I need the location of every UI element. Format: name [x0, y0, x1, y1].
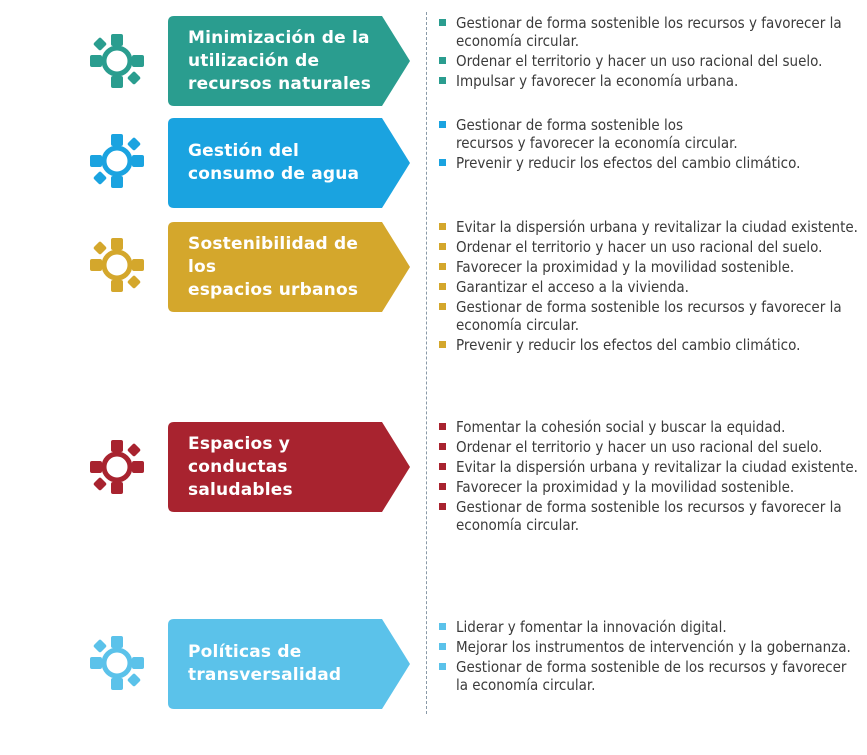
list-item: Ordenar el territorio y hacer un uso racional del suelo.	[438, 52, 858, 70]
section-bullet-list	[438, 618, 858, 696]
section-title: Minimización de la utilización de recursos naturales	[188, 27, 372, 94]
list-item: Impulsar y favorecer la economía urbana.	[438, 72, 858, 90]
list-item: Liderar y fomentar la innovación digital.	[438, 618, 858, 636]
list-item: Evitar la dispersión urbana y revitalizar la ciudad existente.	[438, 458, 858, 476]
red-gear-icon	[86, 436, 148, 498]
section-title: Sostenibilidad de los espacios urbanos	[188, 233, 359, 300]
list-item: Ordenar el territorio y hacer un uso racional del suelo.	[438, 438, 858, 456]
list-item: Ordenar el territorio y hacer un uso racional del suelo.	[438, 238, 858, 256]
list-item: Evitar la dispersión urbana y revitalizar la ciudad existente.	[438, 218, 858, 236]
list-item: Gestionar de forma sostenible los recursos y favorecer la economía circular.	[438, 498, 858, 534]
section-title-arrow	[168, 619, 410, 709]
section-title-arrow	[168, 422, 410, 512]
list-item: Mejorar los instrumentos de intervención y la gobernanza.	[438, 638, 858, 656]
section-title-arrow	[168, 222, 410, 312]
section-bullet-list	[438, 14, 858, 92]
section-title-arrow	[168, 16, 410, 106]
section-bullet-list	[438, 418, 858, 536]
list-item: Gestionar de forma sostenible de los recursos y favorecer la economía circular.	[438, 658, 858, 694]
gold-gear-icon	[86, 234, 148, 296]
list-item: Prevenir y reducir los efectos del cambio climático.	[438, 154, 856, 172]
section-divider-line	[426, 12, 427, 714]
section-title: Espacios y conductas saludables	[188, 433, 293, 500]
list-item: Favorecer la proximidad y la movilidad sostenible.	[438, 478, 858, 496]
section-bullet-list	[438, 218, 858, 356]
list-item: Favorecer la proximidad y la movilidad sostenible.	[438, 258, 858, 276]
list-item: Prevenir y reducir los efectos del cambio climático.	[438, 336, 858, 354]
blue-gear-icon	[86, 130, 148, 192]
section-title: Políticas de transversalidad	[188, 642, 342, 685]
list-item: Gestionar de forma sostenible los recursos y favorecer la economía circular.	[438, 14, 858, 50]
list-item: Garantizar el acceso a la vivienda.	[438, 278, 858, 296]
light-blue-gear-icon	[86, 632, 148, 694]
section-title: Gestión del consumo de agua	[188, 141, 360, 184]
section-title-arrow	[168, 118, 410, 208]
teal-gear-icon	[86, 30, 148, 92]
list-item: Gestionar de forma sostenible los recursos y favorecer la economía circular.	[438, 298, 858, 334]
list-item: Gestionar de forma sostenible los recursos y favorecer la economía circular.	[438, 116, 738, 152]
list-item: Fomentar la cohesión social y buscar la equidad.	[438, 418, 858, 436]
section-bullet-list	[438, 116, 801, 174]
